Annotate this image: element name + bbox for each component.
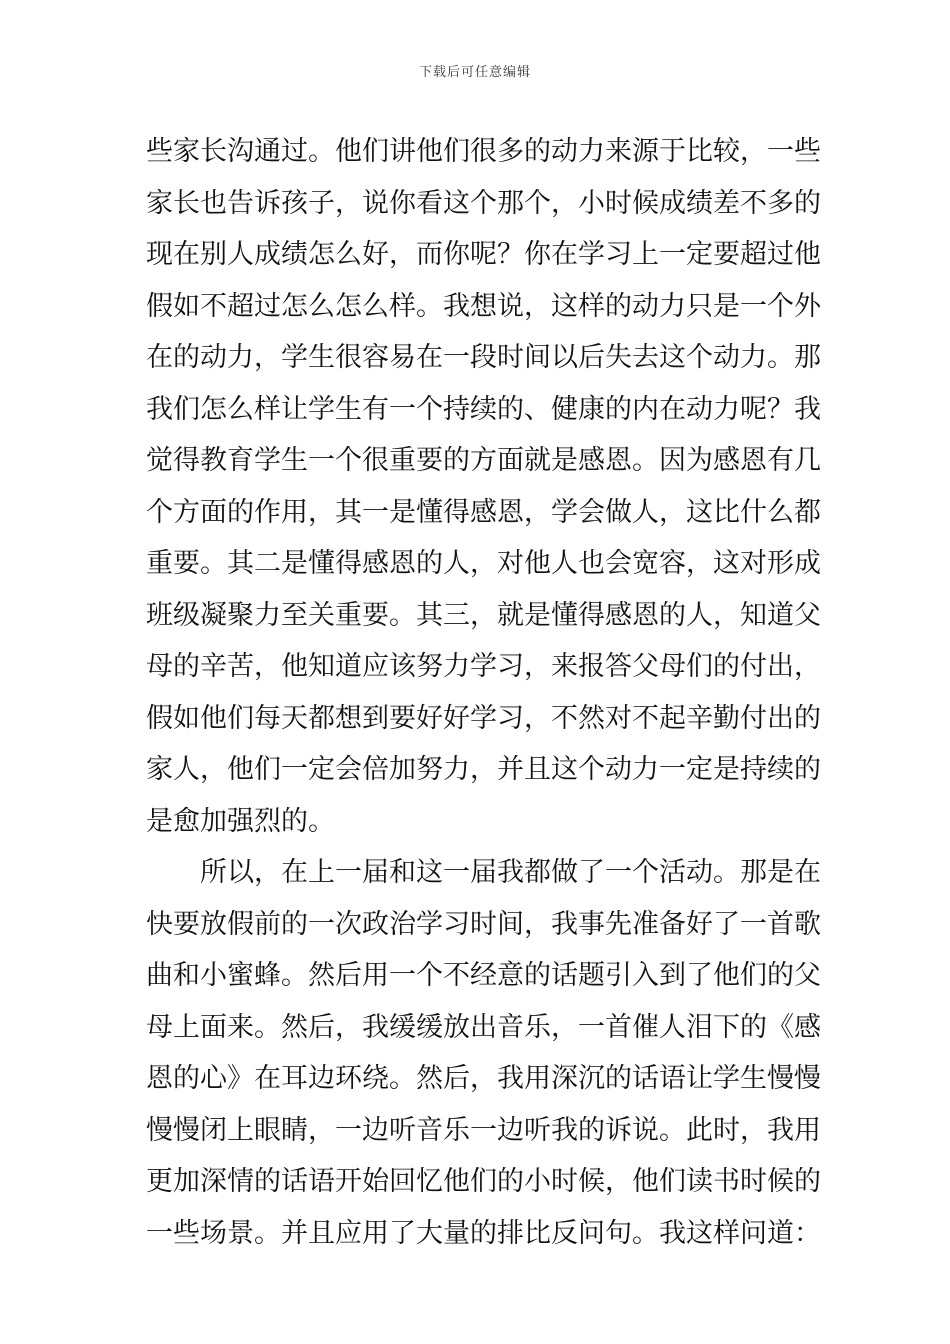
- text-line: 假如他们每天都想到要好好学习，不然对不起辛勤付出的: [146, 702, 821, 734]
- text-line: 所以，在上一届和这一届我都做了一个活动。那是在: [200, 857, 821, 888]
- text-line: 假如不超过怎么怎么样。我想说，这样的动力只是一个外: [146, 290, 821, 322]
- text-line: 家人，他们一定会倍加努力，并且这个动力一定是持续的: [146, 754, 821, 785]
- text-line: 母的辛苦，他知道应该努力学习，来报答父母们的付出，: [146, 651, 821, 682]
- text-line: 母上面来。然后，我缓缓放出音乐，一首催人泪下的《感: [146, 1011, 821, 1043]
- text-line: 重要。其二是懂得感恩的人，对他人也会宽容，这对形成: [146, 548, 821, 579]
- text-line: 曲和小蜜蜂。然后用一个不经意的话题引入到了他们的父: [146, 960, 821, 991]
- text-line: 觉得教育学生一个很重要的方面就是感恩。因为感恩有几: [146, 445, 821, 476]
- text-line: 些家长沟通过。他们讲他们很多的动力来源于比较，一些: [146, 136, 821, 167]
- text-line: 慢慢闭上眼睛，一边听音乐一边听我的诉说。此时，我用: [146, 1114, 821, 1146]
- text-line: 在的动力，学生很容易在一段时间以后失去这个动力。那: [146, 342, 821, 373]
- text-line: 个方面的作用，其一是懂得感恩，学会做人，这比什么都: [146, 496, 821, 528]
- text-line: 我们怎么样让学生有一个持续的、健康的内在动力呢？我: [146, 393, 821, 425]
- text-line: 快要放假前的一次政治学习时间，我事先准备好了一首歌: [146, 908, 821, 940]
- text-line: 现在别人成绩怎么好，而你呢？你在学习上一定要超过他: [146, 239, 821, 270]
- paragraph-2: [146, 847, 821, 1259]
- text-line: 一些场景。并且应用了大量的排比反问句。我这样问道：: [146, 1217, 821, 1249]
- document-body: [146, 126, 821, 1259]
- text-line: 班级凝聚力至关重要。其三，就是懂得感恩的人，知道父: [146, 599, 821, 631]
- page-header: 下载后可任意编辑: [418, 65, 531, 80]
- text-line: 更加深情的话语开始回忆他们的小时候，他们读书时候的: [146, 1166, 821, 1197]
- text-line: 恩的心》在耳边环绕。然后，我用深沉的话语让学生慢慢: [146, 1063, 821, 1094]
- text-line: 家长也告诉孩子，说你看这个那个，小时候成绩差不多的: [146, 187, 821, 219]
- paragraph-1: [146, 126, 821, 847]
- text-line: 是愈加强烈的。: [146, 805, 335, 837]
